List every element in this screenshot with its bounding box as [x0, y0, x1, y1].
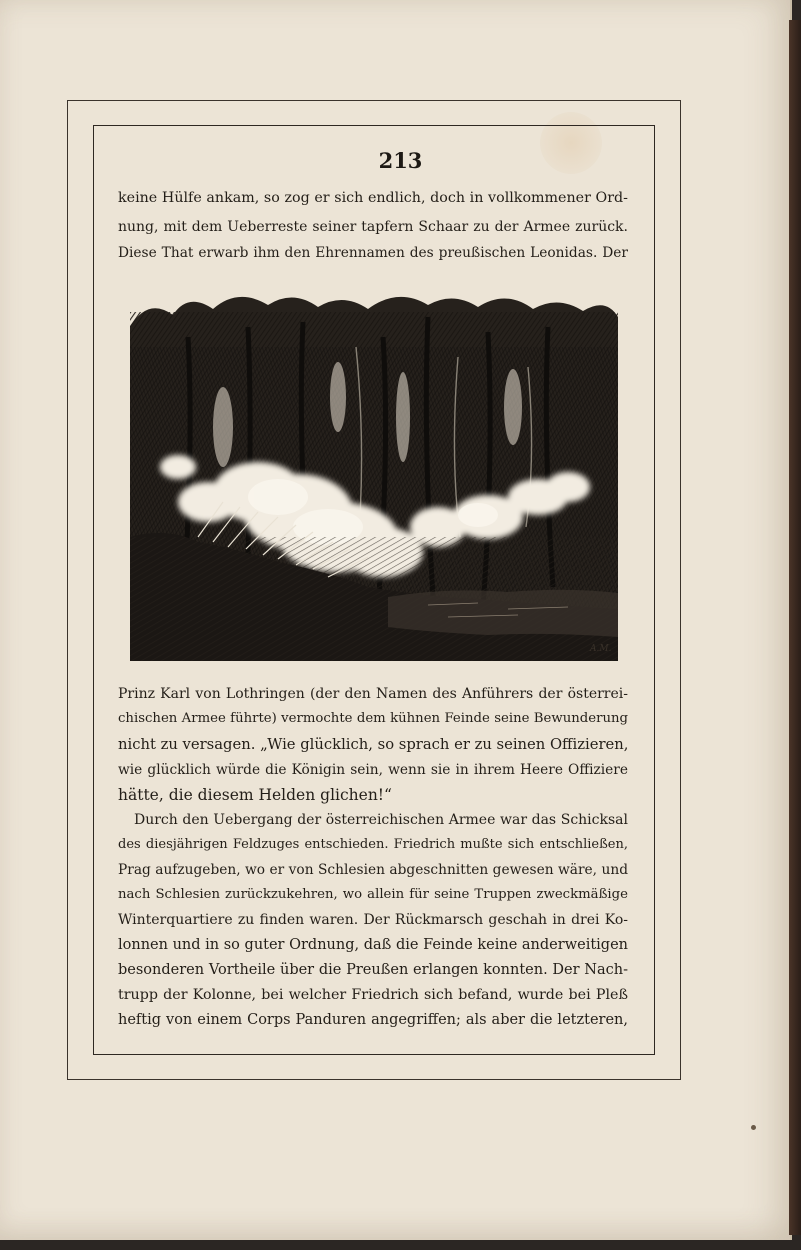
- text-line-12: besonderen Vortheile über die Preußen erlangen konnten. Der Nach-: [118, 962, 628, 978]
- paper-spot: [751, 1125, 756, 1130]
- text-line-9: nach Schlesien zurückzukehren, wo allein für seine Truppen zweckmäßige: [118, 887, 628, 902]
- text-line-6: Durch den Uebergang der österreichischen Armee war das Schicksal: [134, 812, 628, 828]
- text-line-4: wie glücklich würde die Königin sein, wenn sie in ihrem Heere Offiziere: [118, 762, 628, 778]
- text-line-8: Prag aufzugeben, wo er von Schlesien abgeschnitten gewesen wäre, und: [118, 862, 628, 878]
- text-line-3: nicht zu versagen. „Wie glücklich, so sprach er zu seinen Offizieren,: [118, 736, 628, 753]
- text-line-top-1: keine Hülfe ankam, so zog er sich endlich, doch in vollkommener Ord-: [118, 190, 628, 206]
- forest-battle-illustration: [128, 287, 620, 663]
- text-line-top-3: Diese That erwarb ihm den Ehrennamen des preußischen Leonidas. Der: [118, 245, 628, 261]
- illustrator-signature: A.M.: [590, 644, 612, 654]
- page-number: 213: [378, 148, 423, 173]
- book-cover-edge: [789, 20, 801, 1235]
- text-line-14: heftig von einem Corps Panduren angegriffen; als aber die letzteren,: [118, 1012, 628, 1028]
- text-line-5: hätte, die diesem Helden glichen!“: [118, 786, 392, 804]
- text-line-11: lonnen und in so guter Ordnung, daß die Feinde keine anderweitigen: [118, 937, 628, 953]
- text-line-10: Winterquartiere zu finden waren. Der Rückmarsch geschah in drei Ko-: [118, 912, 628, 928]
- text-line-2: chischen Armee führte) vermochte dem kühnen Feinde seine Bewunderung: [118, 711, 628, 726]
- text-line-13: trupp der Kolonne, bei welcher Friedrich sich befand, wurde bei Pleß: [118, 987, 628, 1003]
- text-line-top-2: nung, mit dem Ueberreste seiner tapfern Schaar zu der Armee zurück.: [118, 219, 628, 235]
- text-line-7: des diesjährigen Feldzuges entschieden. Friedrich mußte sich entschließen,: [118, 837, 628, 852]
- text-line-1: Prinz Karl von Lothringen (der den Namen des Anführers der österrei-: [118, 686, 628, 702]
